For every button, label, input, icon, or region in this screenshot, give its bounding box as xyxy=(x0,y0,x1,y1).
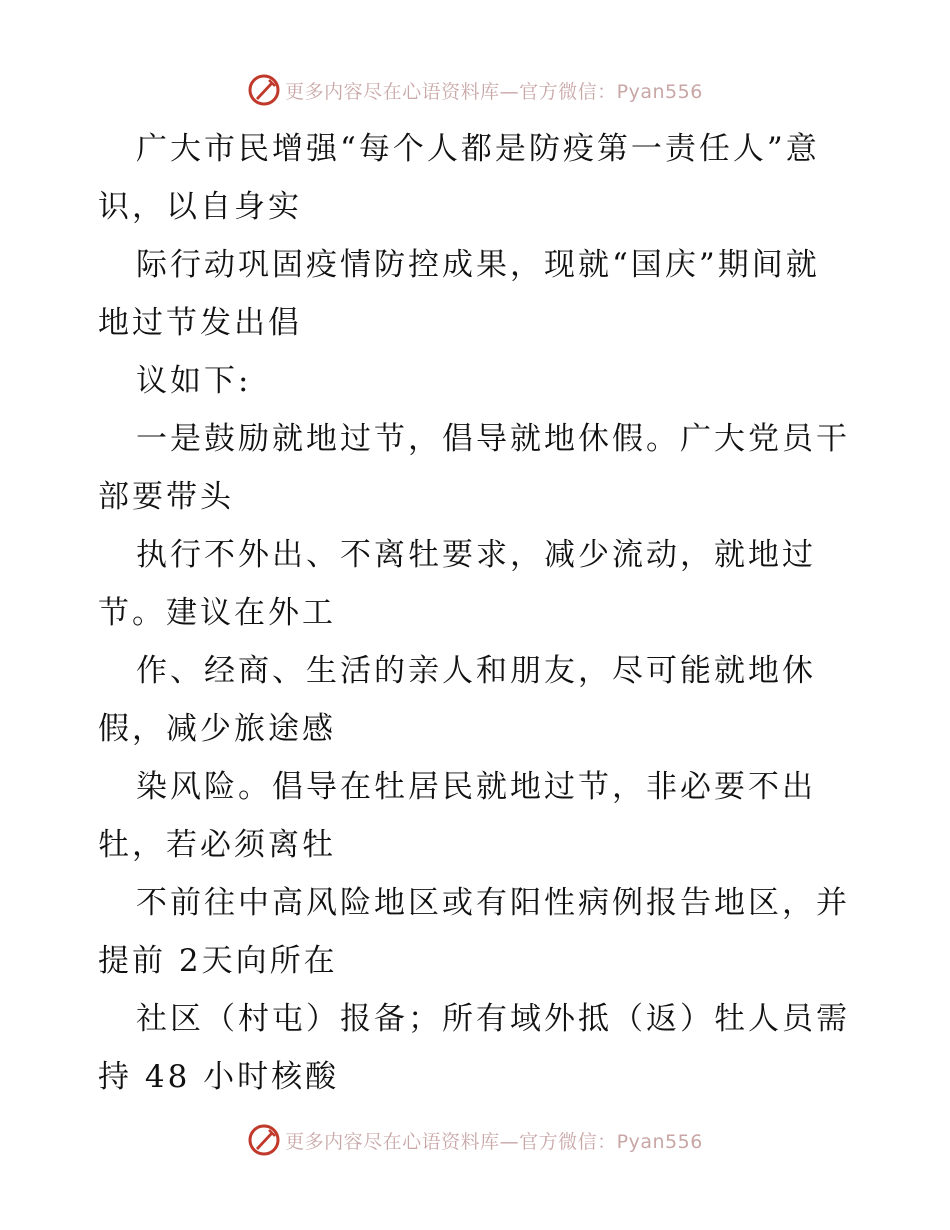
paragraph: 议如下: xyxy=(136,363,252,399)
paragraph: 作、经商、生活的亲人和朋友，尽可能就地休 假，减少旅途感 xyxy=(98,653,816,747)
paragraph: 际行动巩固疫情防控成果，现就“国庆”期间就 地过节发出倡 xyxy=(98,247,820,341)
quill-logo-icon xyxy=(247,73,281,107)
paragraph: 染风险。倡导在牡居民就地过节，非必要不出 牡，若必须离牡 xyxy=(98,769,816,863)
header-banner-text: 更多内容尽在心语资料库—官方微信：Pyan556 xyxy=(285,80,703,103)
header-banner xyxy=(0,70,950,110)
paragraph: 一是鼓励就地过节，倡导就地休假。广大党员干 部要带头 xyxy=(98,421,850,515)
paragraph: 不前往中高风险地区或有阳性病例报告地区，并 提前 2天向所在 xyxy=(98,885,850,979)
quill-logo-icon xyxy=(247,1123,281,1157)
paragraph: 执行不外出、不离牡要求，减少流动，就地过 节。建议在外工 xyxy=(98,537,816,631)
document-body xyxy=(98,120,858,1106)
paragraph: 社区（村屯）报备；所有域外抵（返）牡人员需 持 48 小时核酸 xyxy=(98,1001,850,1095)
footer-banner-text: 更多内容尽在心语资料库—官方微信：Pyan556 xyxy=(285,1130,703,1153)
footer-banner xyxy=(0,1120,950,1160)
paragraph: 广大市民增强“每个人都是防疫第一责任人”意 识，以自身实 xyxy=(98,131,820,225)
